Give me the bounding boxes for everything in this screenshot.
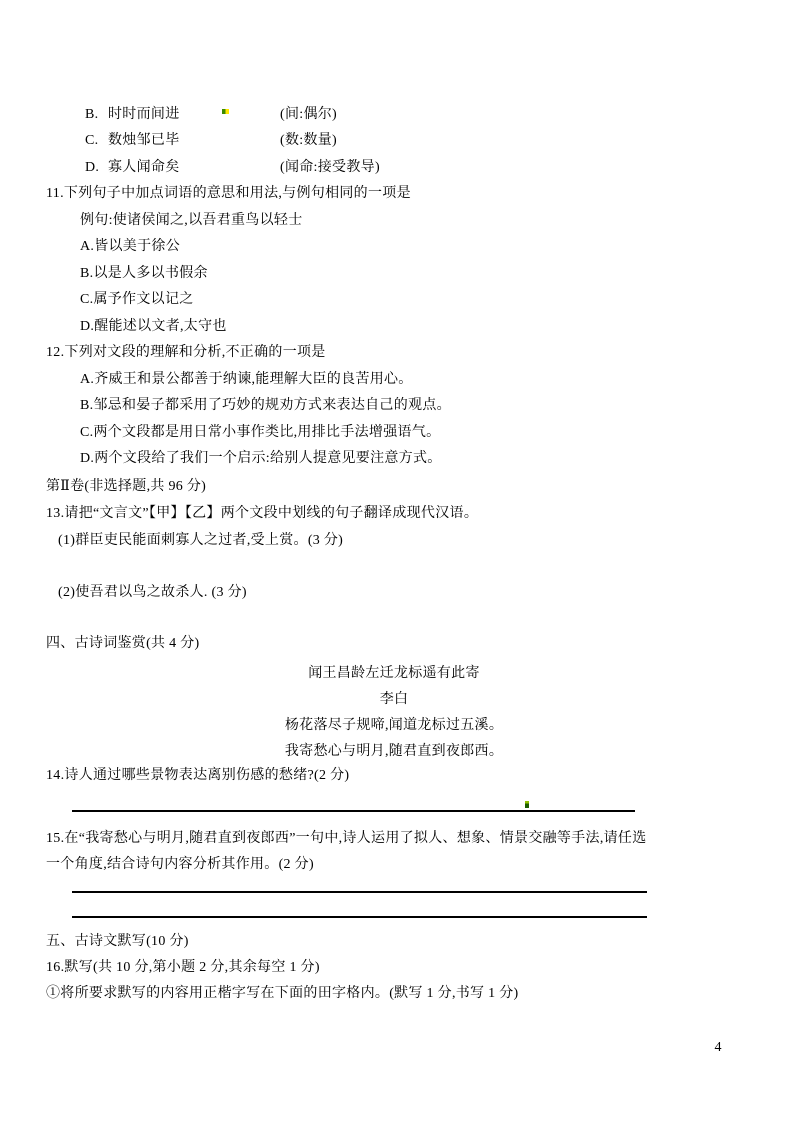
q10-option-d: [85, 154, 380, 181]
poem-title: 闻王昌龄左迁龙标遥有此寄: [308, 666, 480, 681]
q16-sub1: ①将所要求默写的内容用正楷字写在下面的田字格内。(默写 1 分,书写 1 分): [46, 986, 519, 1001]
q11-example: 例句:使诸侯闻之,以吾君重鸟以轻士: [80, 213, 303, 228]
option-label: B.: [85, 107, 99, 122]
poem-line: 杨花落尽子规啼,闻道龙标过五溪。: [284, 718, 504, 733]
q12-option-c: C.两个文段都是用日常小事作类比,用排比手法增强语气。: [80, 425, 441, 440]
section4-header: 四、古诗词鉴赏(共 4 分): [46, 636, 200, 651]
q13-sub1: (1)群臣吏民能面刺寡人之过者,受上赏。(3 分): [58, 533, 344, 548]
option-text: 数烛邹已毕: [108, 133, 180, 148]
q10-option-b: [85, 101, 337, 128]
q10-option-d-text: [85, 154, 280, 181]
option-note: (数:数量): [280, 133, 338, 148]
q10-option-b-text: [85, 101, 280, 128]
q10-option-c-text: [85, 127, 280, 154]
answer-line: [72, 810, 635, 812]
q12-option-d: D.两个文段给了我们一个启示:给别人提意见要注意方式。: [80, 451, 442, 466]
q12-stem: 12.下列对文段的理解和分析,不正确的一项是: [46, 345, 326, 360]
q11-option-d: D.醒能述以文者,太守也: [80, 319, 227, 334]
option-label: D.: [85, 160, 100, 175]
q12-option-a: A.齐威王和景公都善于纳谏,能理解大臣的良苦用心。: [80, 372, 413, 387]
answer-line: [72, 891, 647, 893]
q13-sub2: (2)使吾君以鸟之故杀人. (3 分): [58, 585, 247, 600]
poem-line: 我寄愁心与明月,随君直到夜郎西。: [284, 744, 504, 759]
section5-header: 五、古诗文默写(10 分): [46, 934, 189, 949]
poem-author: 李白: [379, 692, 409, 707]
q11-option-b: B.以是人多以书假余: [80, 266, 208, 281]
part2-header: 第Ⅱ卷(非选择题,共 96 分): [46, 479, 207, 494]
cursor-artifact-icon: [525, 801, 529, 808]
option-text: 时时而间进: [108, 107, 180, 122]
q14-stem: 14.诗人通过哪些景物表达离别伤感的愁绪?(2 分): [46, 768, 350, 783]
option-text: 寡人闻命矣: [108, 160, 180, 175]
answer-line: [72, 916, 647, 918]
q13-stem: 13.请把“文言文”【甲】【乙】两个文段中划线的句子翻译成现代汉语。: [46, 506, 479, 521]
q15-stem-line2: 一个角度,结合诗句内容分析其作用。(2 分): [46, 857, 314, 872]
option-note: (闻命:接受教导): [280, 160, 380, 175]
q15-stem-line1: 15.在“我寄愁心与明月,随君直到夜郎西”一句中,诗人运用了拟人、想象、情景交融等手法,请任选: [46, 831, 647, 846]
q12-option-b: B.邹忌和晏子都采用了巧妙的规劝方式来表达自己的观点。: [80, 398, 451, 413]
page-number: 4: [714, 1040, 722, 1055]
q16-stem: 16.默写(共 10 分,第小题 2 分,其余每空 1 分): [46, 960, 320, 975]
q11-stem: 11.下列句子中加点词语的意思和用法,与例句相同的一项是: [46, 186, 411, 201]
option-note: (间:偶尔): [280, 107, 338, 122]
cursor-artifact-icon: [222, 109, 229, 114]
option-label: C.: [85, 133, 99, 148]
q11-option-a: A.皆以美于徐公: [80, 239, 181, 254]
q10-option-c: [85, 127, 337, 154]
q11-option-c: C.属予作文以记之: [80, 292, 194, 307]
